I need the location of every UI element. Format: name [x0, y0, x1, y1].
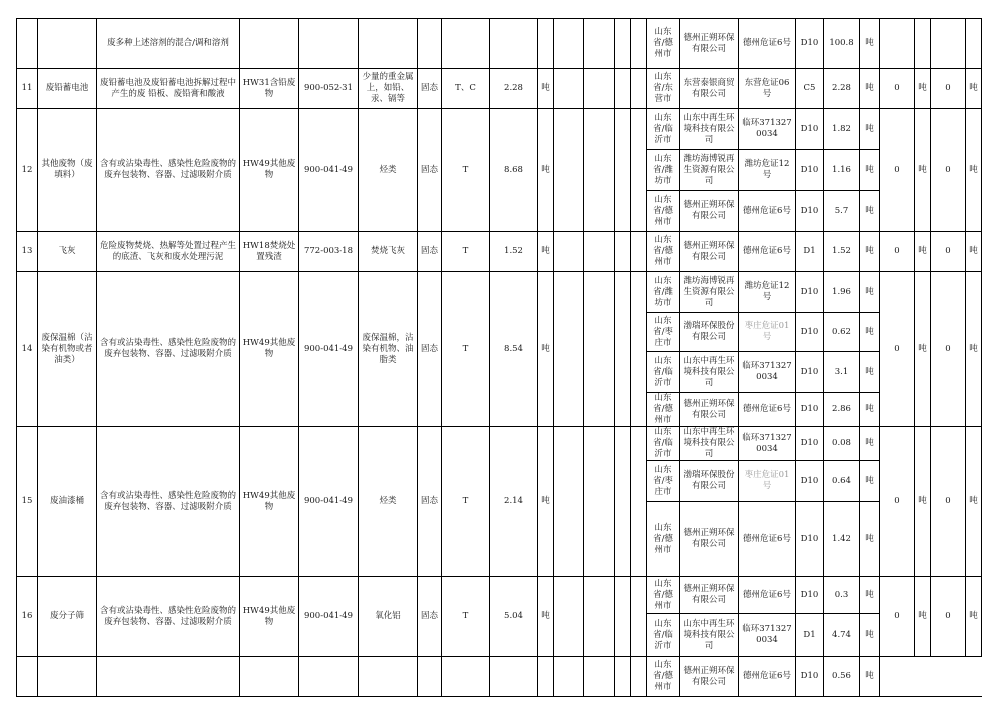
waste-name: 其他废物（废填料） — [38, 109, 97, 232]
empty-cell — [554, 109, 584, 232]
empty-cell — [615, 69, 631, 109]
dispose-amount: 1.52 — [824, 232, 860, 272]
dispose-method: D10 — [796, 657, 824, 697]
dispose-region: 山东省/临沂市 — [647, 614, 680, 657]
generated-quantity: 1.52 — [490, 232, 538, 272]
stock2-amount: 0 — [931, 232, 966, 272]
unit-label: 吨 — [860, 191, 880, 232]
empty-cell — [631, 232, 647, 272]
dispose-amount: 1.82 — [824, 109, 860, 150]
empty-cell — [615, 657, 631, 697]
dispose-license: 临环3713270034 — [739, 614, 796, 657]
hazardous-waste-table — [16, 18, 982, 697]
dispose-region: 山东省/临沂市 — [647, 352, 680, 393]
dispose-license: 潍坊危证12号 — [739, 150, 796, 191]
empty-cell — [631, 657, 647, 697]
waste-description: 含有或沾染毒性、感染性危险废物的废弃包装物、容器、过滤吸附介质 — [97, 427, 240, 577]
empty-cell — [554, 657, 584, 697]
unit-label: 吨 — [860, 393, 880, 427]
empty-cell — [931, 19, 966, 69]
waste-category: HW18焚烧处置残渣 — [240, 232, 299, 272]
empty-cell — [584, 109, 615, 232]
empty-cell — [17, 657, 38, 697]
waste-code: 772-003-18 — [299, 232, 359, 272]
dispose-method: D10 — [796, 272, 824, 313]
hazard-property: T — [442, 427, 490, 577]
table-row-partial-top — [17, 19, 982, 69]
unit-label: 吨 — [860, 614, 880, 657]
waste-description: 含有或沾染毒性、感染性危险废物的废弃包装物、容器、过滤吸附介质 — [97, 272, 240, 427]
table-row — [17, 272, 982, 313]
unit-label: 吨 — [915, 232, 931, 272]
unit-label: 吨 — [915, 69, 931, 109]
physical-form: 固态 — [418, 232, 442, 272]
dispose-company: 山东中再生环境科技有限公司 — [680, 614, 739, 657]
stock2-amount: 0 — [931, 577, 966, 657]
empty-cell — [418, 657, 442, 697]
empty-cell — [442, 657, 490, 697]
dispose-amount: 100.8 — [824, 19, 860, 69]
dispose-method: D10 — [796, 502, 824, 577]
unit-label: 吨 — [860, 232, 880, 272]
physical-form: 固态 — [418, 577, 442, 657]
dispose-license: 临环3713270034 — [739, 427, 796, 461]
empty-cell — [490, 19, 538, 69]
dispose-region: 山东省/枣庄市 — [647, 313, 680, 352]
dispose-method: D10 — [796, 313, 824, 352]
dispose-region: 山东省/德州市 — [647, 232, 680, 272]
hazard-property: T、C — [442, 69, 490, 109]
unit-label: 吨 — [860, 657, 880, 697]
unit-label: 吨 — [966, 232, 982, 272]
stock2-amount: 0 — [931, 109, 966, 232]
dispose-amount: 0.08 — [824, 427, 860, 461]
empty-cell — [299, 19, 359, 69]
waste-category: HW49其他废物 — [240, 272, 299, 427]
empty-cell — [554, 19, 584, 69]
unit-label: 吨 — [915, 577, 931, 657]
dispose-license: 德州危证6号 — [739, 232, 796, 272]
unit-label: 吨 — [538, 69, 554, 109]
empty-cell — [615, 232, 631, 272]
empty-cell — [490, 657, 538, 697]
empty-cell — [880, 19, 915, 69]
waste-code: 900-041-49 — [299, 109, 359, 232]
dispose-company: 山东中再生环境科技有限公司 — [680, 427, 739, 461]
dispose-region: 山东省/德州市 — [647, 657, 680, 697]
dispose-region: 山东省/德州市 — [647, 502, 680, 577]
unit-label: 吨 — [966, 427, 982, 577]
dispose-amount: 2.28 — [824, 69, 860, 109]
empty-cell — [554, 232, 584, 272]
waste-category: HW49其他废物 — [240, 427, 299, 577]
hazard-component: 少量的重金属上，如铅、汞、镉等 — [359, 69, 418, 109]
empty-cell — [554, 577, 584, 657]
table-row — [17, 109, 982, 150]
waste-name: 飞灰 — [38, 232, 97, 272]
unit-label: 吨 — [538, 272, 554, 427]
dispose-amount: 0.64 — [824, 461, 860, 502]
dispose-company: 德州正朔环保有限公司 — [680, 657, 739, 697]
unit-label: 吨 — [860, 19, 880, 69]
unit-label: 吨 — [915, 272, 931, 427]
hazard-property: T — [442, 272, 490, 427]
dispose-method: D10 — [796, 19, 824, 69]
hazard-component: 废保温棉，沾染有机物、油脂类 — [359, 272, 418, 427]
dispose-company: 德州正朔环保有限公司 — [680, 502, 739, 577]
dispose-company: 东营泰银商贸有限公司 — [680, 69, 739, 109]
dispose-method: D10 — [796, 577, 824, 614]
dispose-company: 渤瑞环保股份有限公司 — [680, 461, 739, 502]
dispose-method: D10 — [796, 109, 824, 150]
dispose-amount: 0.56 — [824, 657, 860, 697]
hazard-property: T — [442, 577, 490, 657]
dispose-method: D10 — [796, 191, 824, 232]
generated-quantity: 8.68 — [490, 109, 538, 232]
table-row — [17, 577, 982, 614]
waste-category: HW31含铅废物 — [240, 69, 299, 109]
hazard-component: 烃类 — [359, 109, 418, 232]
unit-label: 吨 — [860, 313, 880, 352]
unit-label: 吨 — [860, 109, 880, 150]
empty-cell — [915, 19, 931, 69]
dispose-method: D1 — [796, 232, 824, 272]
stock2-amount: 0 — [931, 69, 966, 109]
dispose-region: 山东省/临沂市 — [647, 427, 680, 461]
row-number: 13 — [17, 232, 38, 272]
hazard-component: 烃类 — [359, 427, 418, 577]
dispose-method: D10 — [796, 393, 824, 427]
unit-label: 吨 — [915, 109, 931, 232]
stock2-amount: 0 — [931, 427, 966, 577]
dispose-company: 潍坊海博锐再生资源有限公司 — [680, 150, 739, 191]
stock2-amount: 0 — [931, 272, 966, 427]
empty-cell — [584, 272, 615, 427]
physical-form: 固态 — [418, 109, 442, 232]
empty-cell — [631, 272, 647, 427]
empty-cell — [631, 109, 647, 232]
hazard-property: T — [442, 109, 490, 232]
dispose-method: C5 — [796, 69, 824, 109]
physical-form: 固态 — [418, 427, 442, 577]
empty-cell — [584, 577, 615, 657]
dispose-amount: 1.16 — [824, 150, 860, 191]
empty-cell — [538, 19, 554, 69]
empty-cell — [584, 427, 615, 577]
empty-cell — [38, 657, 97, 697]
dispose-company: 德州正朔环保有限公司 — [680, 191, 739, 232]
dispose-region: 山东省/潍坊市 — [647, 150, 680, 191]
stock-amount: 0 — [880, 427, 915, 577]
unit-label: 吨 — [915, 427, 931, 577]
dispose-amount: 0.3 — [824, 577, 860, 614]
dispose-license: 德州危证6号 — [739, 577, 796, 614]
blank-cell — [931, 657, 966, 697]
waste-category: HW49其他废物 — [240, 109, 299, 232]
dispose-amount: 0.62 — [824, 313, 860, 352]
empty-cell — [631, 577, 647, 657]
dispose-region: 山东省/东营市 — [647, 69, 680, 109]
waste-description: 含有或沾染毒性、感染性危险废物的废弃包装物、容器、过滤吸附介质 — [97, 577, 240, 657]
blank-cell — [915, 657, 931, 697]
empty-cell — [631, 69, 647, 109]
empty-cell — [584, 232, 615, 272]
dispose-company: 山东中再生环境科技有限公司 — [680, 352, 739, 393]
empty-cell — [631, 19, 647, 69]
physical-form: 固态 — [418, 272, 442, 427]
dispose-amount: 3.1 — [824, 352, 860, 393]
generated-quantity: 8.54 — [490, 272, 538, 427]
unit-label: 吨 — [966, 69, 982, 109]
dispose-method: D10 — [796, 352, 824, 393]
empty-cell — [359, 657, 418, 697]
hazard-property: T — [442, 232, 490, 272]
dispose-region: 山东省/潍坊市 — [647, 272, 680, 313]
dispose-amount: 1.42 — [824, 502, 860, 577]
dispose-license: 德州危证6号 — [739, 657, 796, 697]
dispose-region: 山东省/临沂市 — [647, 109, 680, 150]
row-number: 12 — [17, 109, 38, 232]
dispose-region: 山东省/德州市 — [647, 393, 680, 427]
dispose-region: 山东省/枣庄市 — [647, 461, 680, 502]
dispose-amount: 1.96 — [824, 272, 860, 313]
row-number: 15 — [17, 427, 38, 577]
hazard-component: 焚烧飞灰 — [359, 232, 418, 272]
dispose-company: 德州正朔环保有限公司 — [680, 19, 739, 69]
table-row — [17, 427, 982, 461]
dispose-license: 枣庄危证01号 — [739, 313, 796, 352]
table-row-partial-bottom — [17, 657, 982, 697]
empty-cell — [240, 19, 299, 69]
table-row — [17, 69, 982, 109]
empty-cell — [615, 427, 631, 577]
empty-cell — [615, 577, 631, 657]
waste-name: 废铅蓄电池 — [38, 69, 97, 109]
dispose-license: 临环3713270034 — [739, 109, 796, 150]
hazard-component: 氧化铝 — [359, 577, 418, 657]
dispose-company: 德州正朔环保有限公司 — [680, 577, 739, 614]
generated-quantity: 5.04 — [490, 577, 538, 657]
waste-code: 900-041-49 — [299, 577, 359, 657]
unit-label: 吨 — [860, 69, 880, 109]
dispose-license: 临环3713270034 — [739, 352, 796, 393]
waste-code: 900-041-49 — [299, 272, 359, 427]
physical-form: 固态 — [418, 69, 442, 109]
stock-amount: 0 — [880, 109, 915, 232]
dispose-license: 枣庄危证01号 — [739, 461, 796, 502]
waste-code: 900-041-49 — [299, 427, 359, 577]
unit-label: 吨 — [860, 427, 880, 461]
dispose-method: D10 — [796, 461, 824, 502]
dispose-region: 山东省/德州市 — [647, 191, 680, 232]
dispose-company: 潍坊海博锐再生资源有限公司 — [680, 272, 739, 313]
empty-cell — [442, 19, 490, 69]
empty-cell — [584, 657, 615, 697]
unit-label: 吨 — [860, 150, 880, 191]
unit-label: 吨 — [860, 352, 880, 393]
empty-cell — [97, 657, 240, 697]
waste-code: 900-052-31 — [299, 69, 359, 109]
dispose-method: D1 — [796, 614, 824, 657]
empty-cell — [240, 657, 299, 697]
unit-label: 吨 — [860, 461, 880, 502]
unit-label: 吨 — [538, 427, 554, 577]
row-number: 11 — [17, 69, 38, 109]
unit-label: 吨 — [860, 577, 880, 614]
empty-cell — [584, 69, 615, 109]
empty-cell — [554, 427, 584, 577]
row-number — [17, 19, 38, 69]
dispose-license: 东营危证06号 — [739, 69, 796, 109]
generated-quantity: 2.14 — [490, 427, 538, 577]
stock-amount: 0 — [880, 577, 915, 657]
unit-label: 吨 — [966, 577, 982, 657]
stock-amount: 0 — [880, 232, 915, 272]
waste-name — [38, 19, 97, 69]
waste-description: 废铅蓄电池及废铅蓄电池拆解过程中产生的废 铅板、废铅膏和酸液 — [97, 69, 240, 109]
row-number: 16 — [17, 577, 38, 657]
empty-cell — [584, 19, 615, 69]
waste-description: 危险废物焚烧、热解等处置过程产生的底渣、飞灰和废水处理污泥 — [97, 232, 240, 272]
dispose-company: 德州正朔环保有限公司 — [680, 393, 739, 427]
dispose-amount: 2.86 — [824, 393, 860, 427]
dispose-license: 德州危证6号 — [739, 191, 796, 232]
waste-category: HW49其他废物 — [240, 577, 299, 657]
empty-cell — [631, 427, 647, 577]
empty-cell — [538, 657, 554, 697]
waste-name: 废保温棉（沾染有机物或者油类） — [38, 272, 97, 427]
stock-amount: 0 — [880, 272, 915, 427]
empty-cell — [554, 69, 584, 109]
dispose-method: D10 — [796, 427, 824, 461]
unit-label: 吨 — [860, 502, 880, 577]
dispose-company: 德州正朔环保有限公司 — [680, 232, 739, 272]
dispose-license: 潍坊危证12号 — [739, 272, 796, 313]
waste-description: 含有或沾染毒性、感染性危险废物的废弃包装物、容器、过滤吸附介质 — [97, 109, 240, 232]
unit-label: 吨 — [538, 109, 554, 232]
empty-cell — [966, 19, 982, 69]
dispose-amount: 5.7 — [824, 191, 860, 232]
waste-description: 废多种上述溶剂的混合/调和溶剂 — [97, 19, 240, 69]
dispose-company: 渤瑞环保股份有限公司 — [680, 313, 739, 352]
dispose-license: 德州危证6号 — [739, 393, 796, 427]
unit-label: 吨 — [966, 272, 982, 427]
empty-cell — [418, 19, 442, 69]
stock-amount: 0 — [880, 69, 915, 109]
dispose-amount: 4.74 — [824, 614, 860, 657]
empty-cell — [615, 272, 631, 427]
empty-cell — [299, 657, 359, 697]
empty-cell — [615, 109, 631, 232]
unit-label: 吨 — [966, 109, 982, 232]
table-row — [17, 232, 982, 272]
blank-cell — [966, 657, 982, 697]
waste-name: 废分子筛 — [38, 577, 97, 657]
empty-cell — [554, 272, 584, 427]
unit-label: 吨 — [860, 272, 880, 313]
unit-label: 吨 — [538, 232, 554, 272]
dispose-company: 山东中再生环境科技有限公司 — [680, 109, 739, 150]
generated-quantity: 2.28 — [490, 69, 538, 109]
unit-label: 吨 — [538, 577, 554, 657]
empty-cell — [359, 19, 418, 69]
waste-name: 废油漆桶 — [38, 427, 97, 577]
dispose-method: D10 — [796, 150, 824, 191]
blank-cell — [880, 657, 915, 697]
dispose-license: 德州危证6号 — [739, 502, 796, 577]
dispose-license: 德州危证6号 — [739, 19, 796, 69]
empty-cell — [615, 19, 631, 69]
dispose-region: 山东省/德州市 — [647, 577, 680, 614]
dispose-region: 山东省/德州市 — [647, 19, 680, 69]
row-number: 14 — [17, 272, 38, 427]
